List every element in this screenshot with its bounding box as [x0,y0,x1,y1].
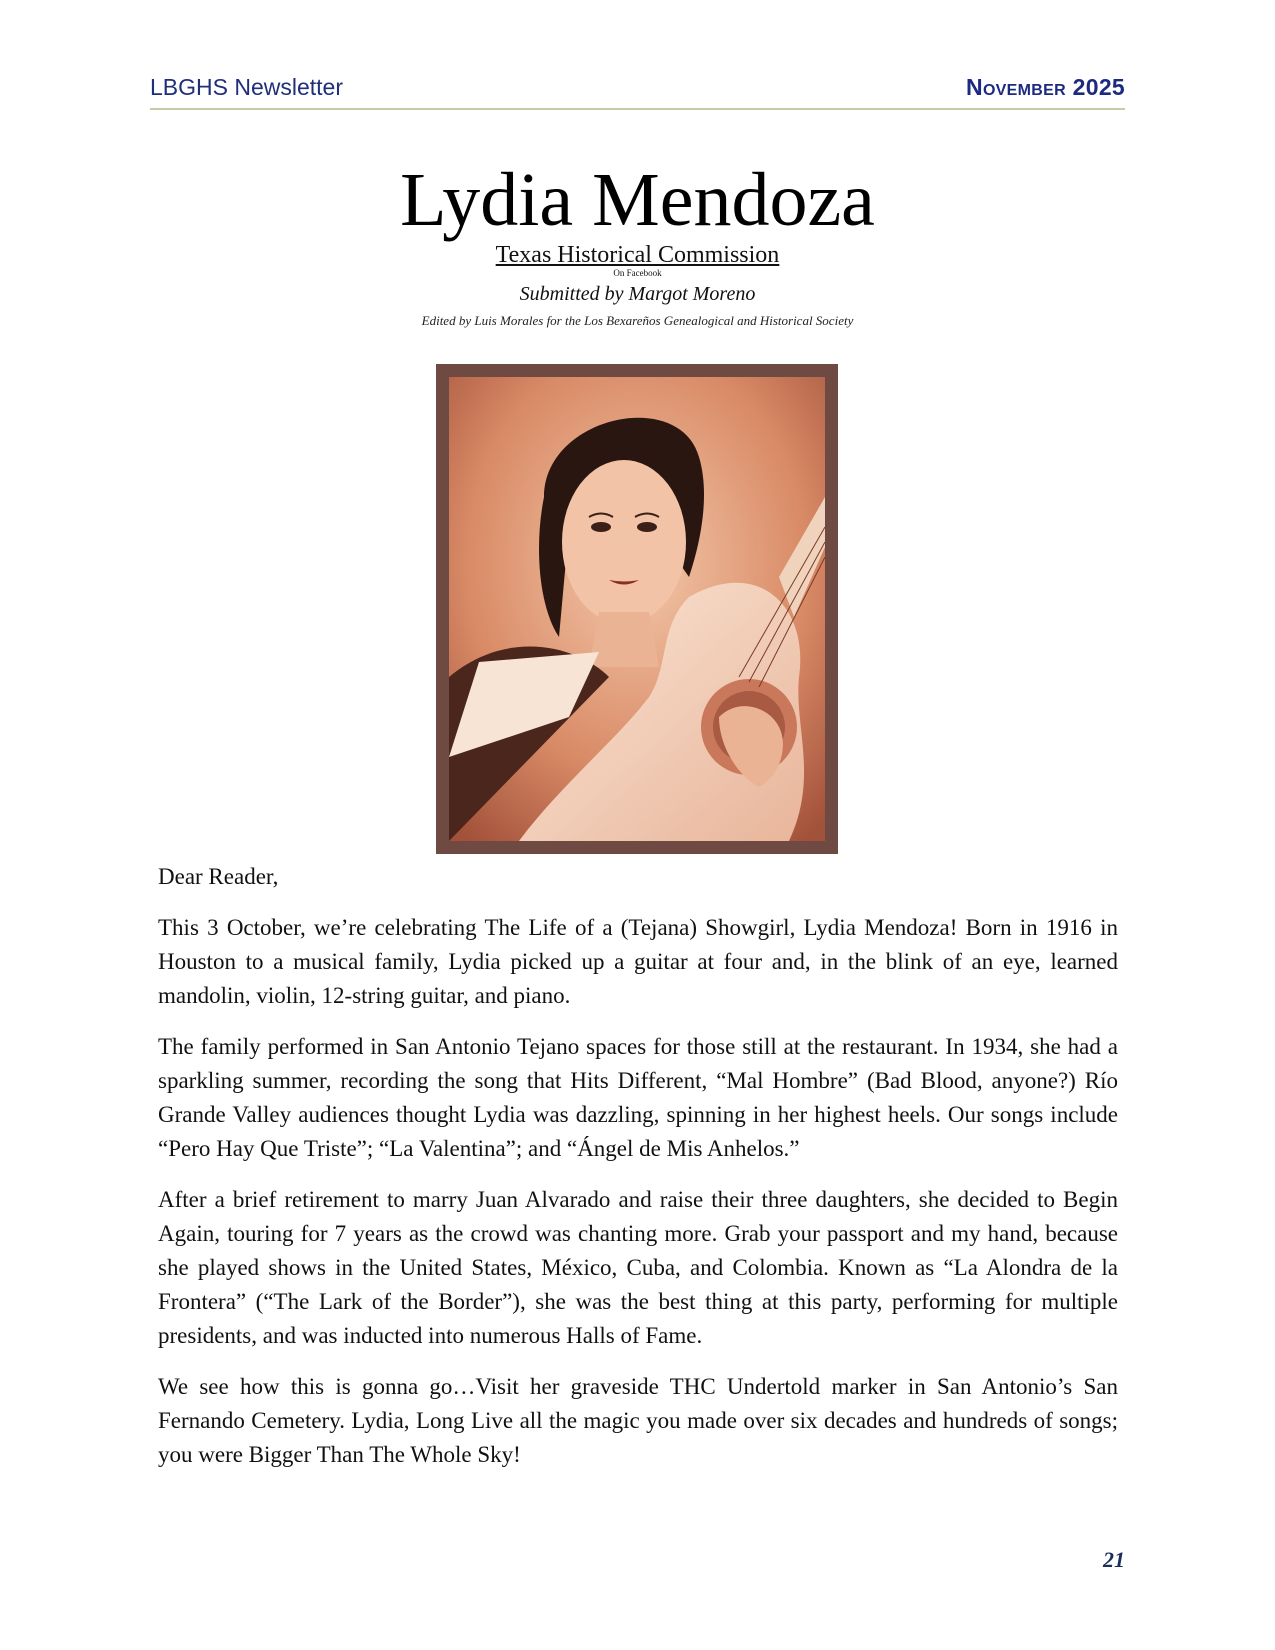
page-header [150,72,1125,110]
paragraph-4: We see how this is gonna go…Visit her graveside THC Undertold marker in San Antonio’s San Fernando Cemetery. Lydia, Long Live all the magic you made over six decades and hundreds of songs; you were Bigger Than The Whole Sky! [158,1374,1118,1467]
article-heading [150,158,1125,332]
paragraph-2: The family performed in San Antonio Tejano spaces for those still at the restaurant. In 1934, she had a sparkling summer, recording the song that Hits Different, “Mal Hombre” (Bad Blood, anyone?) Río Grande Valley audiences thought Lydia was dazzling, spinning in her highest heels. Our songs include “Pero Hay Que Triste”; “La Valentina”; and “Ángel de Mis Anhelos.” [158,1034,1118,1161]
issue-date: November 2025 [966,74,1125,100]
paragraph-3: After a brief retirement to marry Juan Alvarado and raise their three daughters, she decided to Begin Again, touring for 7 years as the crowd was chanting more. Grab your passport and my hand, because she played shows in the United States, México, Cuba, and Colombia. Known as “La Alondra de la Frontera” (“The Lark of the Border”), she was the best thing at this party, performing for multiple presidents, and was inducted into numerous Halls of Fame. [158,1187,1118,1348]
paragraph-1: This 3 October, we’re celebrating The Life of a (Tejana) Showgirl, Lydia Mendoza! Born in 1916 in Houston to a musical family, Lydia picked up a guitar at four and, in the blink of an eye, learned mandolin, violin, 12-string guitar, and piano. [158,915,1118,1008]
newsletter-name: LBGHS Newsletter [150,74,344,100]
article-body [158,860,1118,1489]
submitted-by: Submitted by Margot Moreno [519,283,756,305]
article-title: Lydia Mendoza [400,158,875,242]
portrait-image [449,377,825,841]
portrait-photo [436,364,838,854]
edited-by: Edited by Luis Morales for the Los Bexareños Genealogical and Historical Society [421,313,854,328]
page-number: 21 [1103,1547,1125,1572]
source-sub-label: On Facebook [613,268,662,278]
source-link[interactable]: Texas Historical Commission [495,242,780,268]
salutation: Dear Reader, [158,864,279,889]
